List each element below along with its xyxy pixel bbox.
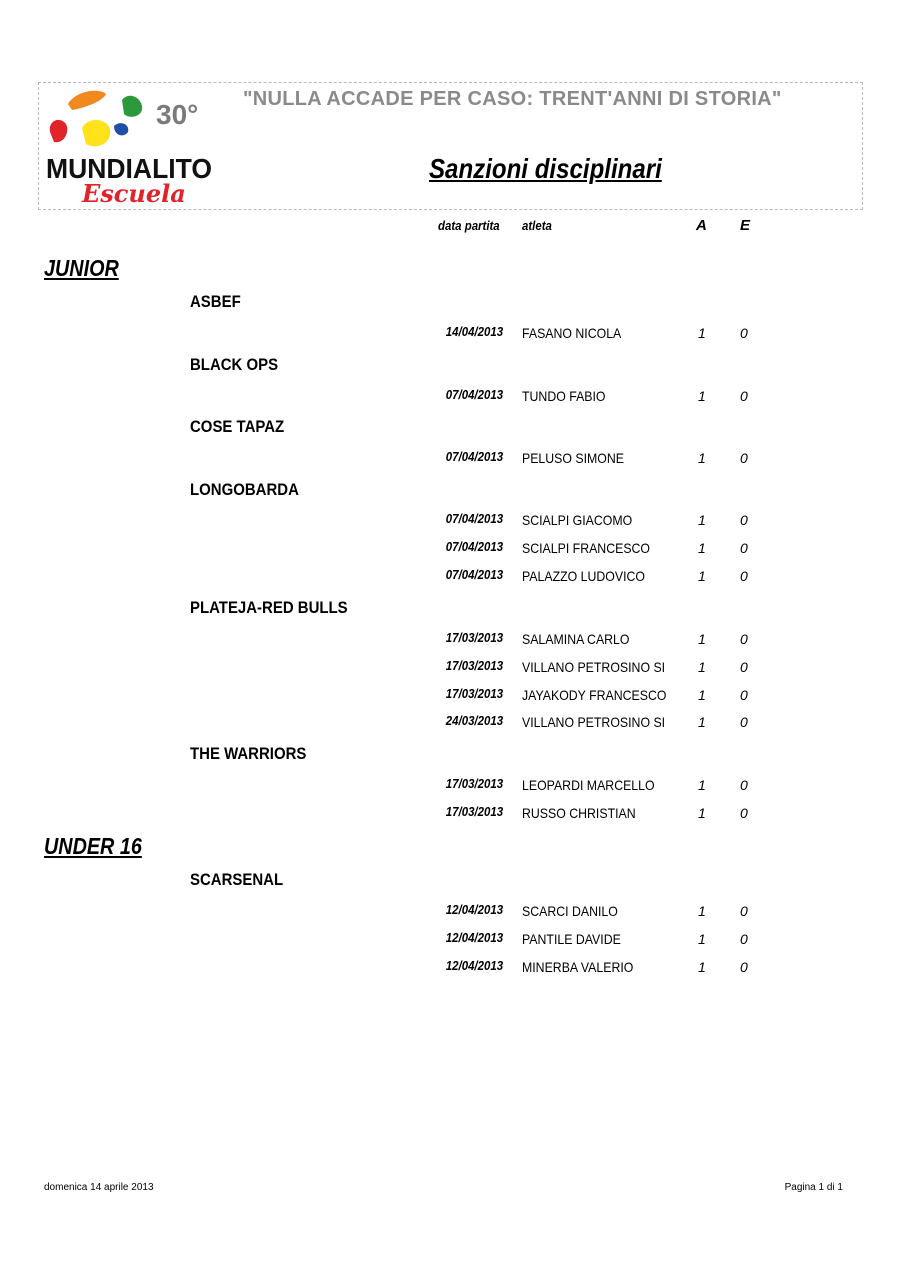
athlete-name: SCIALPI GIACOMO: [522, 512, 633, 528]
table-row: [0, 658, 906, 678]
value-e: 0: [740, 687, 748, 703]
column-header-date: data partita: [438, 218, 500, 233]
value-e: 0: [740, 959, 748, 975]
logo-number: 30°: [156, 99, 199, 130]
logo-orange-splash: [68, 91, 106, 110]
value-e: 0: [740, 659, 748, 675]
footer-page-number: Pagina 1 di 1: [784, 1182, 843, 1193]
header-slogan: "NULLA ACCADE PER CASO: TRENT'ANNI DI STORIA": [243, 88, 782, 110]
value-e: 0: [740, 450, 748, 466]
match-date: 24/03/2013: [445, 713, 503, 728]
athlete-name: TUNDO FABIO: [522, 388, 606, 404]
value-a: 1: [698, 325, 706, 341]
logo-yellow-splash: [82, 120, 110, 146]
value-e: 0: [740, 388, 748, 404]
match-date: 07/04/2013: [445, 387, 503, 402]
value-a: 1: [698, 512, 706, 528]
athlete-name: VILLANO PETROSINO SI: [522, 714, 666, 730]
athlete-name: LEOPARDI MARCELLO: [522, 777, 655, 793]
match-date: 12/04/2013: [445, 930, 503, 945]
table-row: [0, 804, 906, 824]
match-date: 07/04/2013: [445, 449, 503, 464]
table-row: [0, 511, 906, 531]
table-row: [0, 449, 906, 469]
value-a: 1: [698, 687, 706, 703]
team-name: PLATEJA-RED BULLS: [190, 598, 348, 617]
match-date: 12/04/2013: [445, 958, 503, 973]
team-name: COSE TAPAZ: [190, 417, 285, 436]
table-row: [0, 567, 906, 587]
table-row: [0, 630, 906, 650]
match-date: 17/03/2013: [445, 658, 503, 673]
table-row: [0, 713, 906, 733]
match-date: 17/03/2013: [445, 686, 503, 701]
table-row: [0, 324, 906, 344]
column-header-a: A: [696, 217, 707, 234]
value-a: 1: [698, 540, 706, 556]
value-e: 0: [740, 903, 748, 919]
team-name: BLACK OPS: [190, 355, 279, 374]
match-date: 07/04/2013: [445, 539, 503, 554]
column-header-e: E: [740, 217, 751, 234]
value-e: 0: [740, 777, 748, 793]
team-name: THE WARRIORS: [190, 744, 307, 763]
athlete-name: SCARCI DANILO: [522, 903, 618, 919]
table-row: [0, 387, 906, 407]
value-e: 0: [740, 512, 748, 528]
athlete-name: VILLANO PETROSINO SI: [522, 659, 666, 675]
value-e: 0: [740, 631, 748, 647]
value-e: 0: [740, 714, 748, 730]
value-a: 1: [698, 903, 706, 919]
value-e: 0: [740, 931, 748, 947]
match-date: 07/04/2013: [445, 511, 503, 526]
value-a: 1: [698, 931, 706, 947]
logo-red-splash: [50, 120, 67, 142]
match-date: 17/03/2013: [445, 776, 503, 791]
athlete-name: MINERBA VALERIO: [522, 959, 634, 975]
value-a: 1: [698, 959, 706, 975]
team-name: LONGOBARDA: [190, 480, 299, 499]
mundialito-logo: [44, 86, 224, 210]
value-a: 1: [698, 568, 706, 584]
team-name: ASBEF: [190, 292, 241, 311]
table-row: [0, 958, 906, 978]
match-date: 12/04/2013: [445, 902, 503, 917]
team-name: SCARSENAL: [190, 870, 284, 889]
match-date: 17/03/2013: [445, 630, 503, 645]
page-title: Sanzioni disciplinari: [429, 153, 662, 184]
match-date: 14/04/2013: [445, 324, 503, 339]
match-date: 07/04/2013: [445, 567, 503, 582]
logo-word: MUNDIALITO: [46, 153, 212, 184]
value-a: 1: [698, 659, 706, 675]
value-e: 0: [740, 325, 748, 341]
table-row: [0, 930, 906, 950]
footer-date: domenica 14 aprile 2013: [44, 1182, 154, 1193]
athlete-name: FASANO NICOLA: [522, 325, 622, 341]
athlete-name: PALAZZO LUDOVICO: [522, 568, 646, 584]
athlete-name: PANTILE DAVIDE: [522, 931, 621, 947]
table-row: [0, 902, 906, 922]
athlete-name: SALAMINA CARLO: [522, 631, 630, 647]
column-header-athlete: atleta: [522, 218, 552, 233]
athlete-name: JAYAKODY FRANCESCO: [522, 687, 667, 703]
value-a: 1: [698, 714, 706, 730]
table-row: [0, 539, 906, 559]
logo-script: Escuela: [82, 179, 186, 208]
table-row: [0, 776, 906, 796]
value-a: 1: [698, 777, 706, 793]
value-e: 0: [740, 805, 748, 821]
match-date: 17/03/2013: [445, 804, 503, 819]
value-a: 1: [698, 805, 706, 821]
logo-green-splash: [122, 96, 142, 117]
value-e: 0: [740, 540, 748, 556]
value-a: 1: [698, 631, 706, 647]
athlete-name: SCIALPI FRANCESCO: [522, 540, 651, 556]
category-heading: JUNIOR: [44, 255, 119, 281]
value-e: 0: [740, 568, 748, 584]
logo-blue-splash: [114, 123, 128, 135]
category-heading: UNDER 16: [44, 833, 142, 859]
table-row: [0, 686, 906, 706]
value-a: 1: [698, 388, 706, 404]
athlete-name: RUSSO CHRISTIAN: [522, 805, 636, 821]
value-a: 1: [698, 450, 706, 466]
athlete-name: PELUSO SIMONE: [522, 450, 625, 466]
